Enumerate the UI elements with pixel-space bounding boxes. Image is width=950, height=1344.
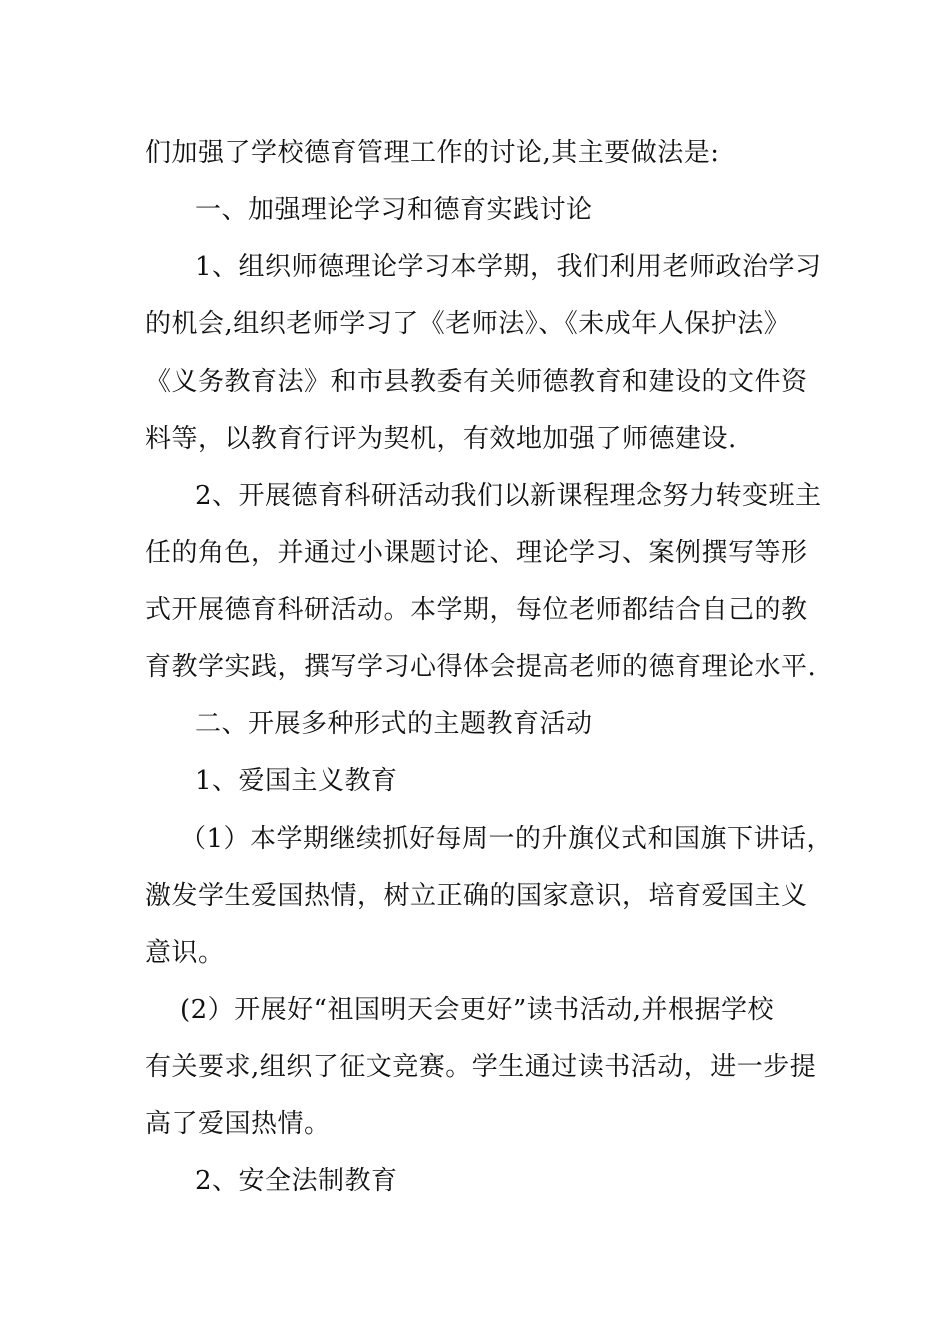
body-text-line: 育教学实践，撰写学习心得体会提高老师的德育理论水平. — [145, 652, 817, 682]
body-text-line: 式开展德育科研活动。本学期，每位老师都结合自己的教 — [145, 595, 808, 625]
section-heading: 一、加强理论学习和德育实践讨论 — [195, 195, 593, 225]
body-text-line: （1）本学期继续抓好每周一的升旗仪式和国旗下讲话， — [180, 824, 834, 854]
body-text-line: 高了爱国热情。 — [145, 1109, 331, 1139]
body-text-line: 《义务教育法》和市县教委有关师德教育和建设的文件资 — [145, 367, 808, 397]
body-text-line: 料等，以教育行评为契机，有效地加强了师德建设. — [145, 424, 737, 454]
body-text-line: 有关要求,组织了征文竞赛。学生通过读书活动，进一步提 — [145, 1052, 817, 1082]
body-text-line: (2）开展好“祖国明天会更好”读书活动,并根据学校 — [180, 995, 775, 1025]
body-text-line: 的机会,组织老师学习了《老师法》、《未成年人保护法》 — [145, 309, 791, 339]
subsection-heading: 1、组织师德理论学习本学期，我们利用老师政治学习 — [195, 252, 822, 282]
body-text-line: 意识。 — [145, 938, 225, 968]
body-text-line: 激发学生爱国热情，树立正确的国家意识，培育爱国主义 — [145, 881, 808, 911]
body-text-line: 们加强了学校德育管理工作的讨论,其主要做法是: — [145, 138, 720, 168]
section-heading: 二、开展多种形式的主题教育活动 — [195, 709, 593, 739]
subsection-heading: 2、安全法制教育 — [195, 1166, 398, 1196]
subsection-heading: 2、开展德育科研活动我们以新课程理念努力转变班主 — [195, 481, 822, 511]
body-text-line: 任的角色，并通过小课题讨论、理论学习、案例撰写等形 — [145, 538, 808, 568]
subsection-heading: 1、爱国主义教育 — [195, 766, 398, 796]
